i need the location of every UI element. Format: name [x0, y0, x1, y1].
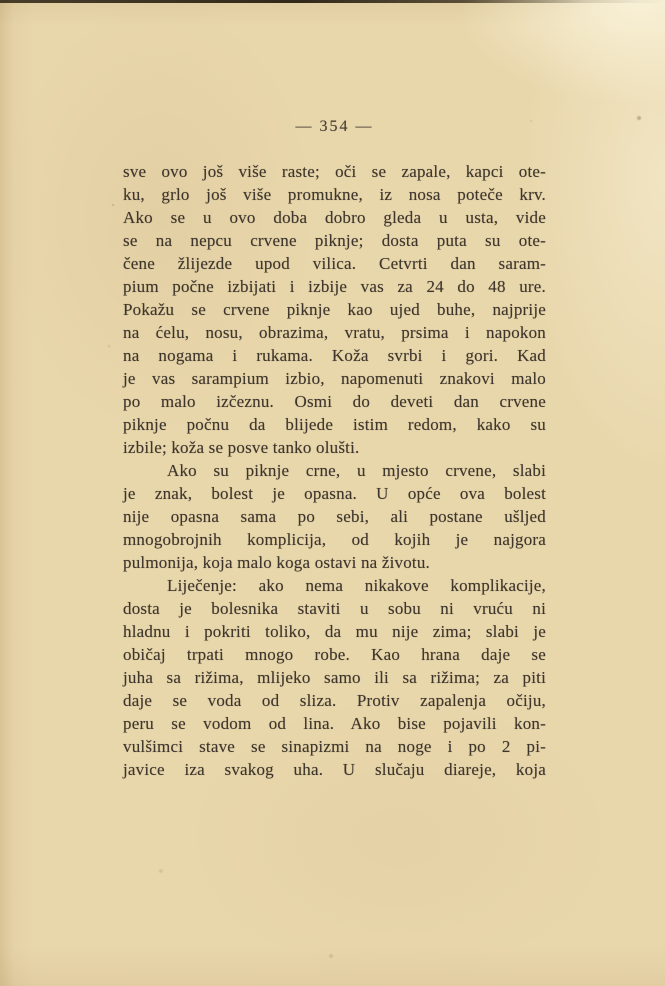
text-line: juha sa rižima, mlijeko samo ili sa rižima; za piti — [123, 668, 546, 687]
text-line: običaj trpati mnogo robe. Kao hrana daje se — [123, 645, 546, 664]
text-line: po malo izčeznu. Osmi do deveti dan crvene — [123, 392, 546, 411]
text-line: sve ovo još više raste; oči se zapale, kapci ote- — [123, 162, 546, 181]
text-line: izbile; koža se posve tanko olušti. — [123, 438, 360, 457]
page-number: — 354 — — [295, 118, 374, 135]
text-line: pulmonija, koja malo koga ostavi na životu. — [123, 553, 430, 572]
text-line: na nogama i rukama. Koža svrbi i gori. Kad — [123, 346, 546, 365]
text-line: piknje počnu da blijede istim redom, kako su — [123, 415, 546, 434]
paragraph — [123, 459, 546, 574]
text-line: ku, grlo još više promukne, iz nosa poteče krv. — [123, 185, 546, 204]
text-line: mnogobrojnih komplicija, od kojih je najgora — [123, 530, 546, 549]
text-line: na ćelu, nosu, obrazima, vratu, prsima i napokon — [123, 323, 546, 342]
text-line: Pokažu se crvene piknje kao ujed buhe, najprije — [123, 300, 546, 319]
paragraph — [123, 160, 546, 459]
text-line: čene žlijezde upod vilica. Cetvrti dan saram- — [123, 254, 546, 273]
text-line: se na nepcu crvene piknje; dosta puta su ote- — [123, 231, 546, 250]
text-line: daje se voda od sliza. Protiv zapalenja očiju, — [123, 691, 546, 710]
text-line: Ako se u ovo doba dobro gleda u usta, vide — [123, 208, 546, 227]
text-line: peru se vodom od lina. Ako bise pojavili kon- — [123, 714, 546, 733]
paper-foxing-specks — [0, 0, 2, 2]
text-line: javice iza svakog uha. U slučaju diareje, koja — [123, 760, 546, 779]
paragraph — [123, 574, 546, 781]
text-line: hladnu i pokriti toliko, da mu nije zima; slabi je — [123, 622, 546, 641]
text-line: Liječenje: ako nema nikakove komplikacije, — [167, 576, 546, 595]
text-line: je vas sarampium izbio, napomenuti znakovi malo — [123, 369, 546, 388]
text-line: nije opasna sama po sebi, ali postane ušljed — [123, 507, 546, 526]
text-line: dosta je bolesnika staviti u sobu ni vruću ni — [123, 599, 546, 618]
text-line: je znak, bolest je opasna. U opće ova bolest — [123, 484, 546, 503]
text-line: vulšimci stave se sinapizmi na noge i po 2 pi- — [123, 737, 546, 756]
text-line: pium počne izbijati i izbije vas za 24 do 48 ure. — [123, 277, 546, 296]
page-text-block — [123, 160, 546, 781]
text-line: Ako su piknje crne, u mjesto crvene, slabi — [167, 461, 546, 480]
